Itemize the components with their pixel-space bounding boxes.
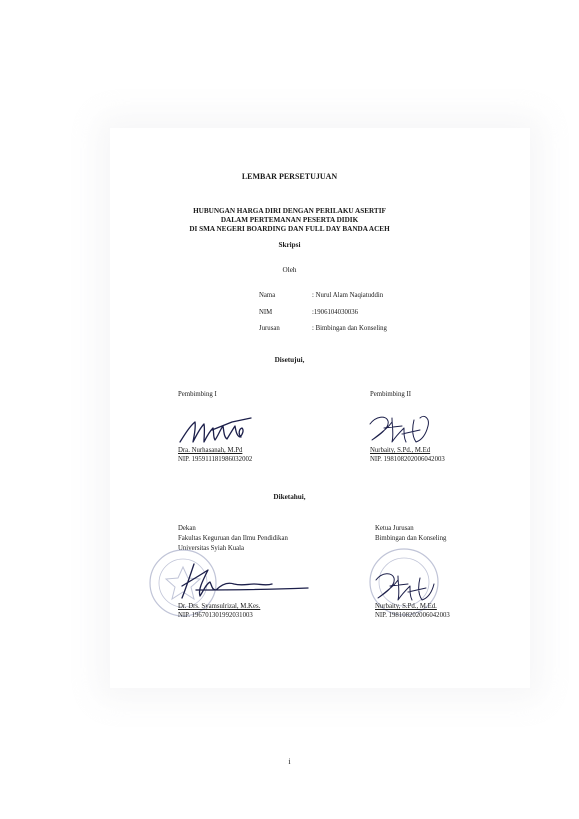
advisor2-role: Pembimbing II [370,391,411,398]
advisor1-role: Pembimbing I [178,391,217,398]
dean-role-line-1: Dekan [178,525,196,532]
advisor2-name: Nurbaity, S.Pd., M.Ed [370,447,431,454]
by-label: Oleh [282,266,297,274]
dean-name: Dr. Drs. Syamsulrizal, M.Kes. [178,603,261,610]
advisor1-name: Dra. Nurhasanah, M.Pd [178,447,243,454]
advisor2-signature [362,410,442,446]
advisor2-nip: NIP. 198108202006042003 [370,456,445,463]
identity-label-name: Nama [259,292,276,299]
page-number: i [288,757,291,766]
identity-value-jurusan: : Bimbingan dan Konseling [312,325,387,332]
identity-value-name: : Nurul Alam Naqiatuddin [312,292,384,299]
title-line-3: DI SMA NEGERI BOARDING DAN FULL DAY BANDA ACEH [189,225,390,233]
identity-label-nim: NIM [259,309,273,316]
title-line-1: HUBUNGAN HARGA DIRI DENGAN PERILAKU ASERTIF [193,207,386,215]
acknowledged-heading: Diketahui, [273,493,306,501]
head-role-line-2: Bimbingan dan Konseling [375,535,447,542]
advisor1-nip: NIP. 195911181986032002 [178,456,253,463]
dean-role-line-2: Fakultas Keguruan dan Ilmu Pendidikan [178,535,288,542]
dean-signature [176,556,316,604]
identity-value-nim: :1906104030036 [312,309,359,316]
document-heading: LEMBAR PERSETUJUAN [241,172,338,181]
identity-label-jurusan: Jurusan [259,325,280,332]
dean-nip: NIP. 196701301992031003 [178,612,253,619]
approved-heading: Disetujui, [274,356,305,364]
head-signature [370,566,440,606]
head-name: Nurbaity, S.Pd., M.Ed. [375,603,437,610]
dean-role-line-3: Universitas Syiah Kuala [178,545,245,552]
head-role-line-1: Ketua Jurusan [375,525,414,532]
title-line-2: DALAM PERTEMANAN PESERTA DIDIK [220,216,359,224]
head-nip: NIP. 198108202006042003 [375,612,450,619]
advisor1-signature [176,412,256,448]
document-type: Skripsi [278,241,301,249]
